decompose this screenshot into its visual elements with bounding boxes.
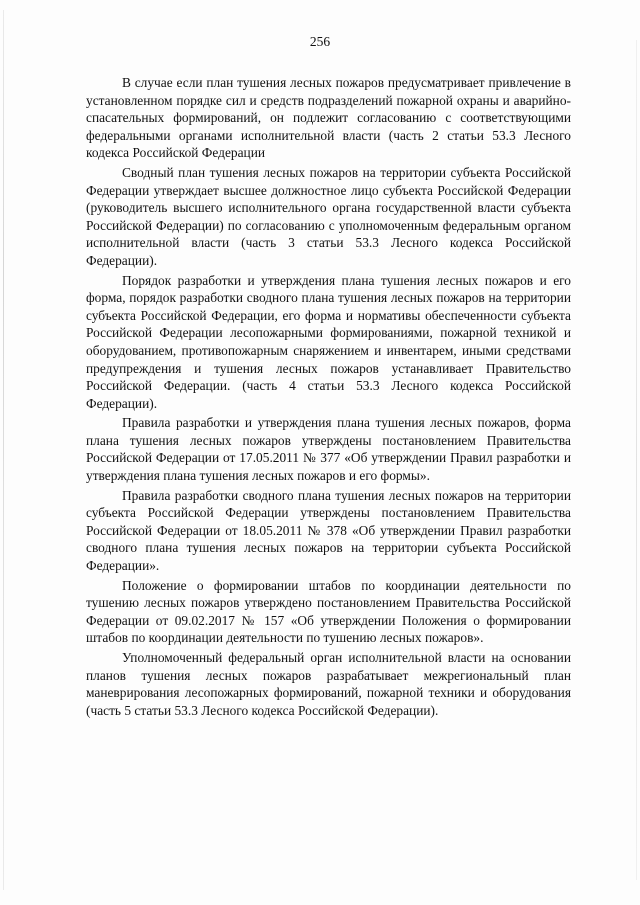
paragraph-resolution-378: Правила разработки сводного плана тушения лесных пожаров на территории субъекта Российской Федерации утверждены постановлением Правительства Российской Федерации от 18.05.2011 № 378 «Об утверждении Правил разработки сводного плана тушения лесных пожаров на территории субъекта Российской Федерации». — [86, 487, 571, 574]
paragraph-firefighting-plan-approval: В случае если план тушения лесных пожаров предусматривает привлечение в установленном порядке сил и средств подразделений пожарной охраны и аварийно-спасательных формирований, он подлежит согласованию с соответствующими федеральными органами исполнительной власти (часть 2 статьи 53.3 Лесного кодекса Российской Федерации — [86, 75, 571, 161]
paragraph-resolution-377: Правила разработки и утверждения плана тушения лесных пожаров, форма плана тушения лесных пожаров утверждены постановлением Правительства Российской Федерации от 17.05.2011 № 377 «Об утверждении Правил разработки и утверждения плана тушения лесных пожаров и его формы». — [86, 415, 571, 484]
scan-edge-right — [636, 40, 637, 880]
paragraph-resolution-157: Положение о формировании штабов по координации деятельности по тушению лесных пожаров утверждено постановлением Правительства Российской Федерации от 09.02.2017 № 157 «Об утверждении Положения о формировании штабов по координации деятельности по тушению лесных пожаров». — [86, 577, 571, 646]
paragraph-interregional-plan: Уполномоченный федеральный орган исполнительной власти на основании планов тушения лесных пожаров разрабатывает межрегиональный план маневрирования лесопожарных формирований, пожарной техники и оборудования (часть 5 статьи 53.3 Лесного кодекса Российской Федерации). — [86, 650, 571, 718]
document-body — [86, 74, 571, 719]
scan-edge-left — [3, 10, 4, 890]
paragraph-consolidated-plan: Сводный план тушения лесных пожаров на территории субъекта Российской Федерации утверждает высшее должностное лицо субъекта Российской Федерации (руководитель высшего исполнительного органа государственной власти субъекта Российской Федерации) по согласованию с уполномоченным федеральным органом исполнительной власти (часть 3 статьи 53.3 Лесного кодекса Российской Федерации). — [86, 164, 571, 268]
page-number: 256 — [309, 34, 331, 49]
paragraph-development-procedure: Порядок разработки и утверждения плана тушения лесных пожаров и его форма, порядок разработки сводного плана тушения лесных пожаров на территории субъекта Российской Федерации, его форма и нормативы обеспеченности субъекта Российской Федерации лесопожарными формированиями, пожарной техникой и оборудованием, противопожарным снаряжением и инвентарем, иными средствами предупреждения и тушения лесных пожаров устанавливает Правительство Российской Федерации. (часть 4 статьи 53.3 Лесного кодекса Российской Федерации). — [86, 272, 571, 411]
